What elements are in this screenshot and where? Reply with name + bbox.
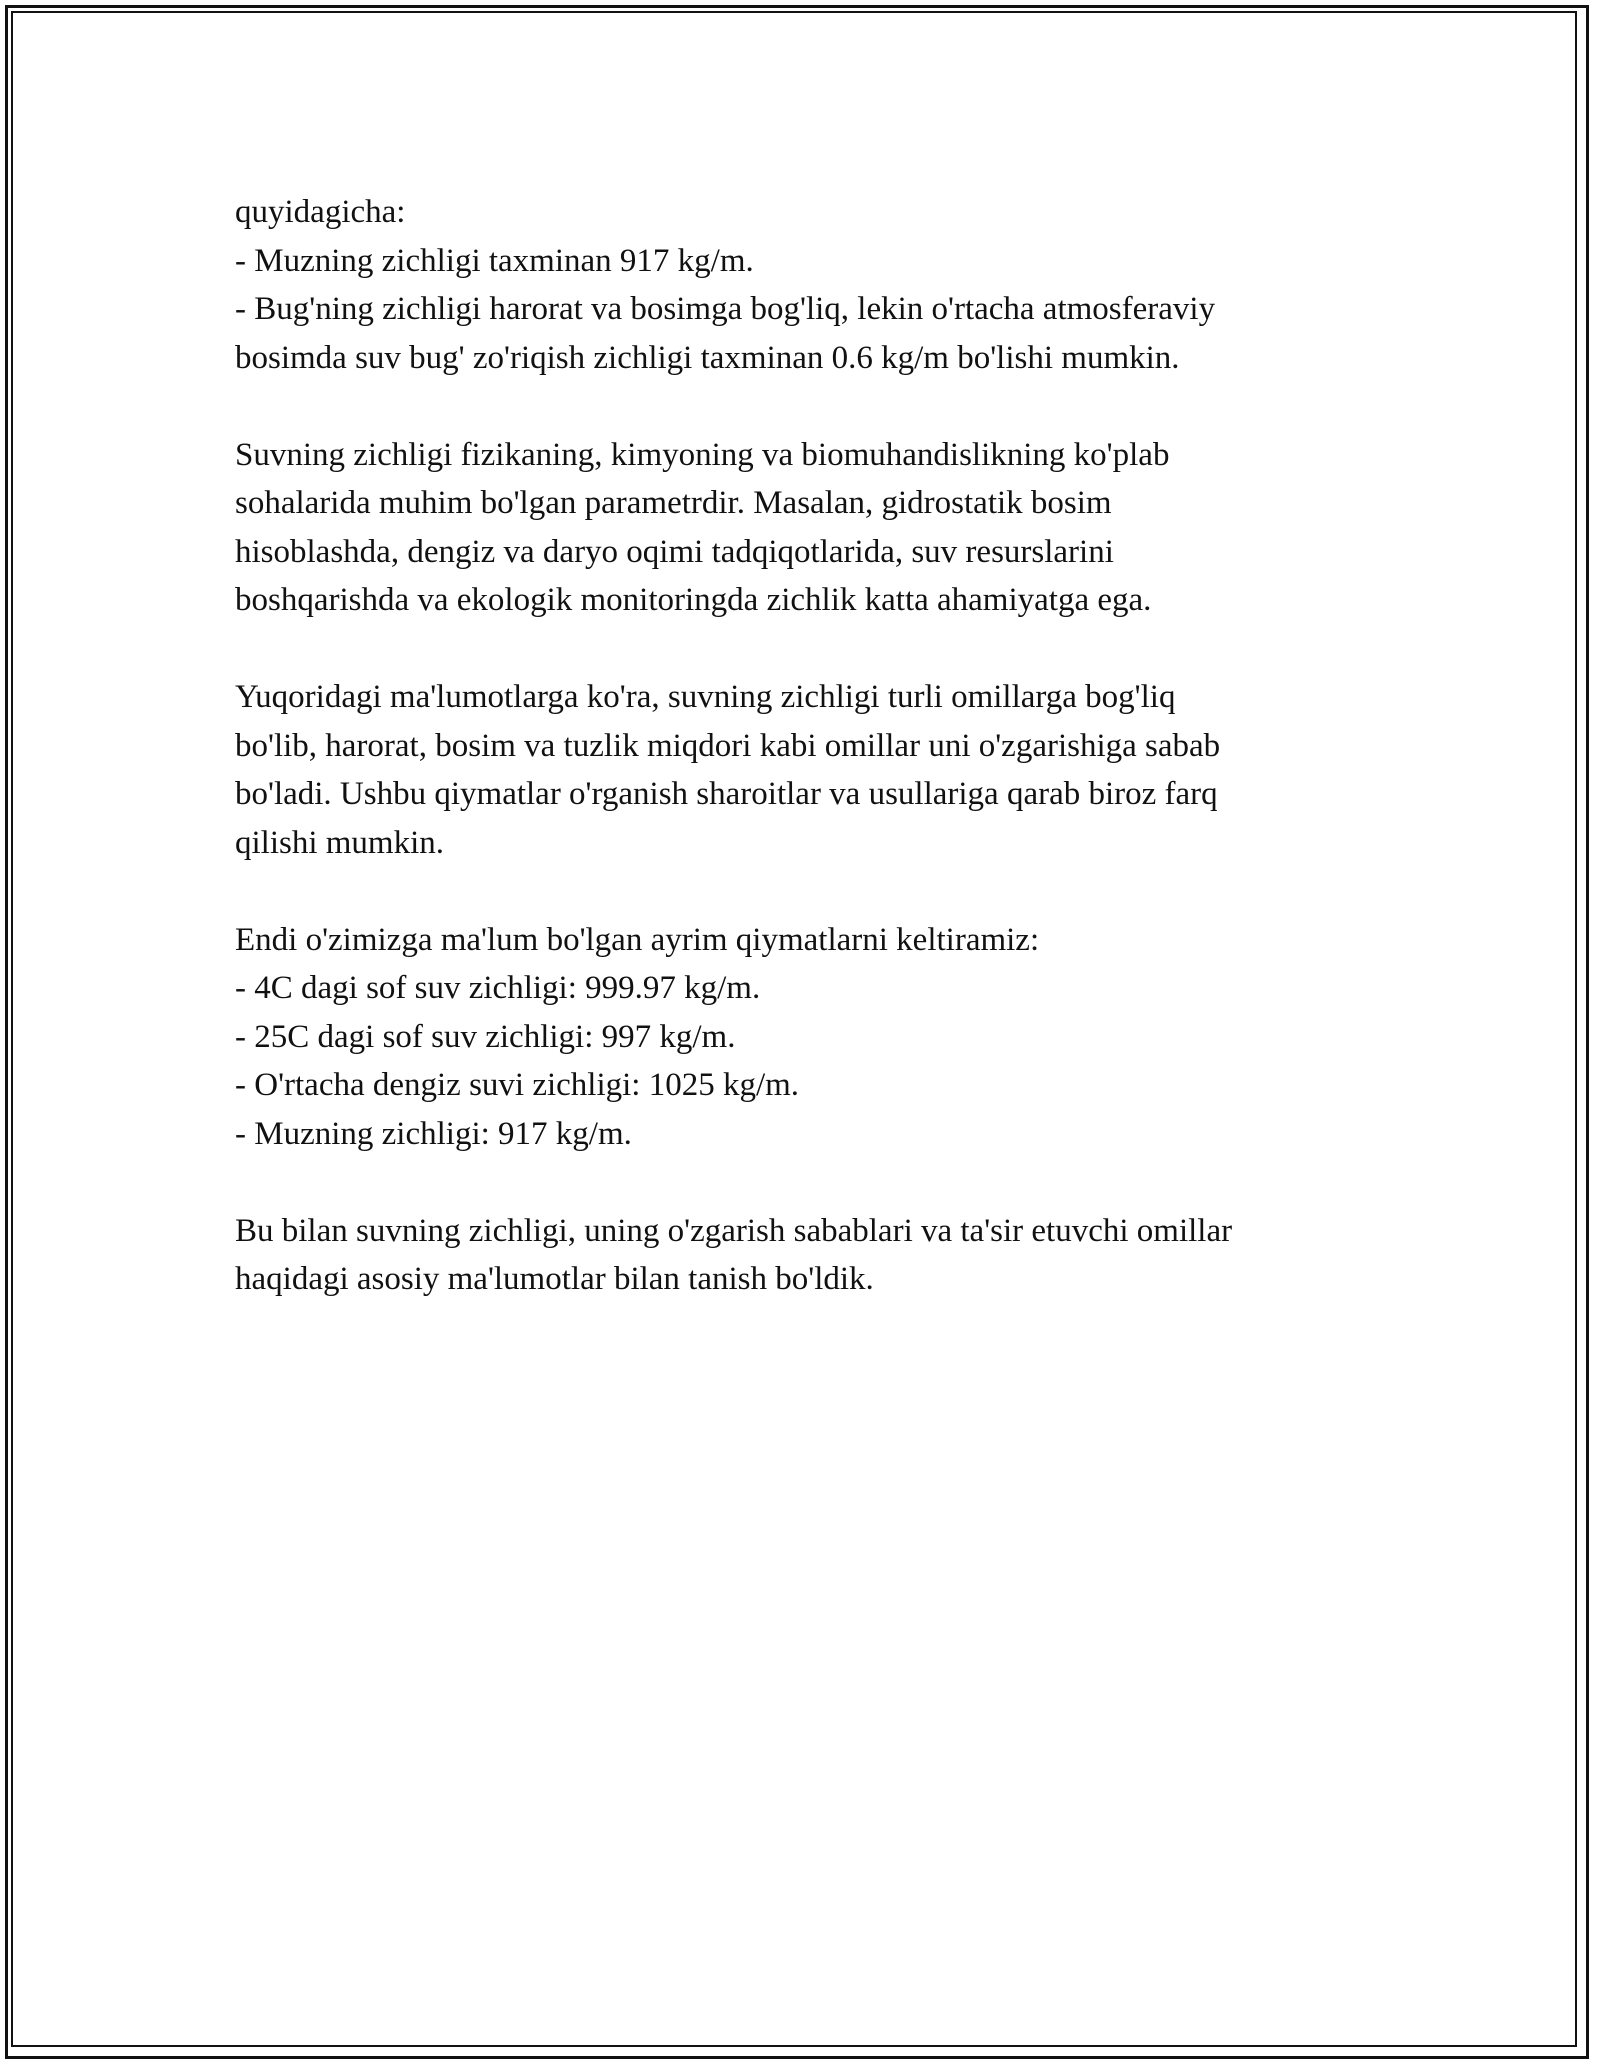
text-line: haqidagi asosiy ma'lumotlar bilan tanish bo'ldik. bbox=[235, 1261, 874, 1297]
text-line: Suvning zichligi fizikaning, kimyoning va biomuhandislikning ko'plab bbox=[235, 436, 1170, 473]
text-line: quyidagicha: bbox=[235, 194, 406, 230]
text-line: sohalarida muhim bo'lgan parametrdir. Masalan, gidrostatik bosim bbox=[235, 485, 1112, 521]
list-item: - Muzning zichligi: 917 kg/m. bbox=[235, 1115, 632, 1152]
paragraph-conclusion bbox=[235, 1207, 1365, 1304]
text-line: bo'lib, harorat, bosim va tuzlik miqdori kabi omillar uni o'zgarishiga sabab bbox=[235, 727, 1221, 764]
list-item: - O'rtacha dengiz suvi zichligi: 1025 kg/m. bbox=[235, 1067, 800, 1103]
list-item: - Bug'ning zichligi harorat va bosimga bog'liq, lekin o'rtacha atmosferaviy bbox=[235, 291, 1216, 327]
list-item: - 4C dagi sof suv zichligi: 999.97 kg/m. bbox=[235, 970, 761, 1006]
list-item: - Muzning zichligi taxminan 917 kg/m. bbox=[235, 242, 754, 279]
paragraph-values-list bbox=[235, 916, 1365, 1159]
document-body bbox=[235, 188, 1365, 1352]
text-line: qilishi mumkin. bbox=[235, 824, 445, 861]
text-line: boshqarishda va ekologik monitoringda zichlik katta ahamiyatga ega. bbox=[235, 582, 1152, 618]
text-line: bo'ladi. Ushbu qiymatlar o'rganish sharoitlar va usullariga qarab biroz farq bbox=[235, 776, 1218, 812]
list-item: - 25C dagi sof suv zichligi: 997 kg/m. bbox=[235, 1018, 736, 1055]
paragraph-factors bbox=[235, 673, 1365, 867]
text-line: bosimda suv bug' zo'riqish zichligi taxminan 0.6 kg/m bo'lishi mumkin. bbox=[235, 339, 1180, 376]
paragraph-densities-ice-vapor bbox=[235, 188, 1365, 382]
text-line: Bu bilan suvning zichligi, uning o'zgarish sabablari va ta'sir etuvchi omillar bbox=[235, 1212, 1233, 1249]
paragraph-importance bbox=[235, 431, 1365, 625]
text-line: Endi o'zimizga ma'lum bo'lgan ayrim qiymatlarni keltiramiz: bbox=[235, 921, 1040, 958]
text-line: Yuqoridagi ma'lumotlarga ko'ra, suvning zichligi turli omillarga bog'liq bbox=[235, 679, 1176, 715]
text-line: hisoblashda, dengiz va daryo oqimi tadqiqotlarida, suv resurslarini bbox=[235, 533, 1114, 570]
